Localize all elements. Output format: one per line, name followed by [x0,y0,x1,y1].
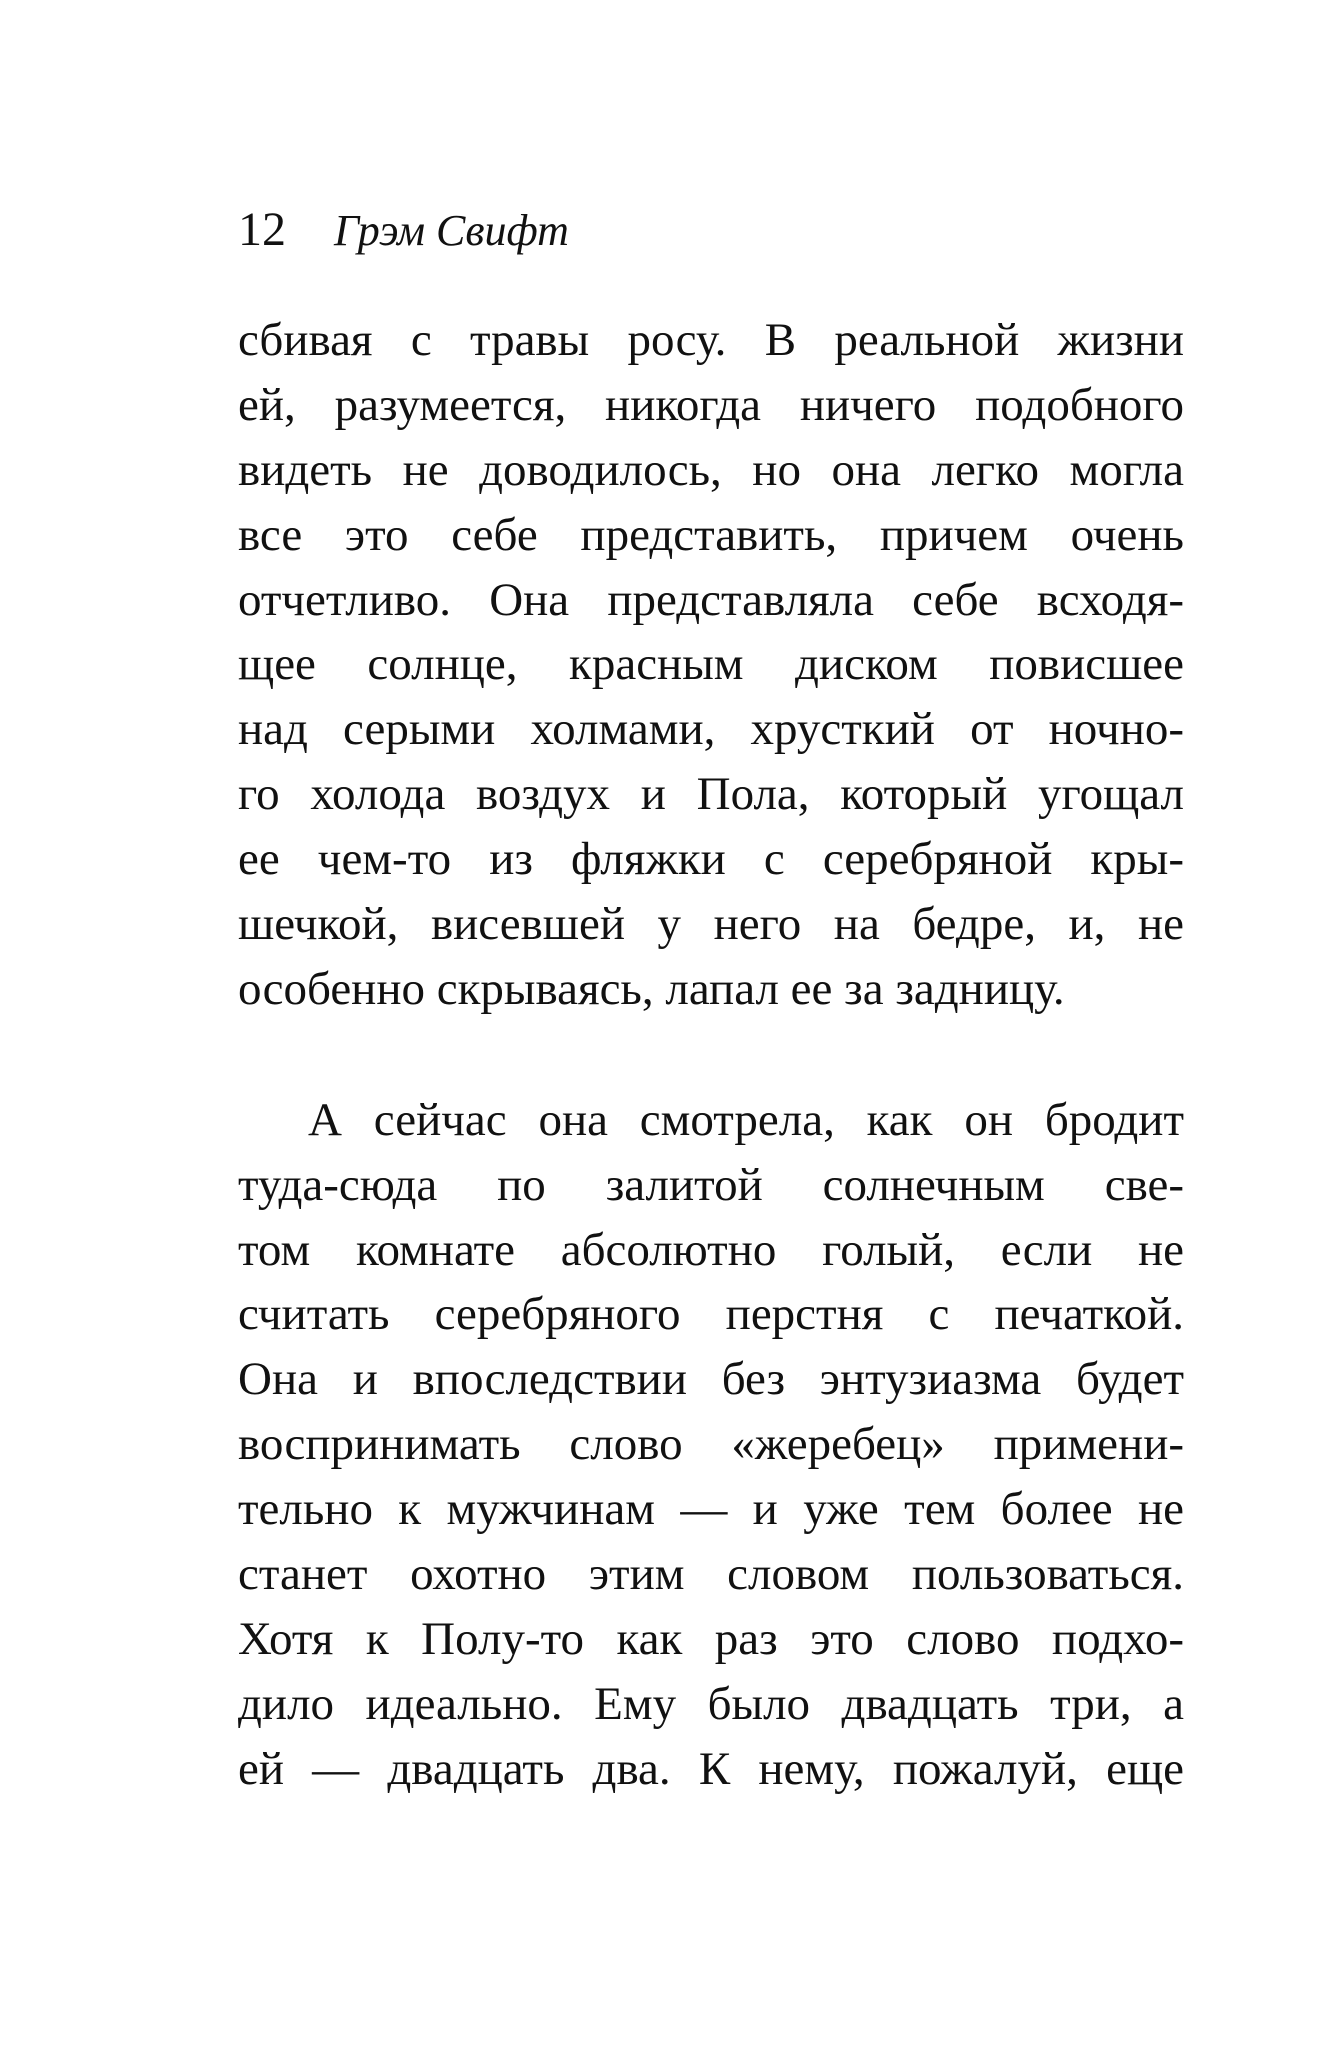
text-line: все это себе представить, причем очень [238,508,1184,561]
text-line: ее чем-то из фляжки с серебряной кры- [238,833,1184,886]
text-line: шечкой, висевшей у него на бедре, и, не [238,898,1184,951]
text-line: над серыми холмами, хрусткий от ночно- [238,703,1184,756]
text-line: считать серебряного перстня с печаткой. [238,1288,1184,1341]
text-line: станет охотно этим словом пользоваться. [238,1548,1184,1601]
text-line: го холода воздух и Пола, который угощал [238,768,1184,821]
text-line: дило идеально. Ему было двадцать три, а [238,1677,1184,1730]
text-line: щее солнце, красным диском повисшее [238,638,1184,691]
text-line: видеть не доводилось, но она легко могла [238,443,1184,496]
text-line: тельно к мужчинам — и уже тем более не [238,1483,1184,1536]
text-line: ей, разумеется, никогда ничего подобного [238,378,1184,431]
author-name: Грэм Свифт [334,206,569,255]
text-line: ей — двадцать два. К нему, пожалуй, еще [238,1742,1184,1795]
text-line: Хотя к Полу-то как раз это слово подхо- [238,1612,1184,1665]
text-line: воспринимать слово «жеребец» примени- [238,1418,1184,1471]
text-line: отчетливо. Она представляла себе всходя- [238,573,1184,626]
text-line: том комнате абсолютно голый, если не [238,1223,1184,1276]
page-number: 12 [238,203,286,256]
text-line: А сейчас она смотрела, как он бродит [308,1093,1184,1146]
text-line: Она и впоследствии без энтузиазма будет [238,1353,1184,1406]
text-line: особенно скрываясь, лапал ее за задницу. [238,962,1065,1015]
paragraph-gap [238,1022,1184,1088]
paragraph-2 [238,1088,1184,1802]
running-head [238,200,569,260]
text-line: туда-сюда по залитой солнечным све- [238,1158,1184,1211]
paragraph-1 [238,308,1184,1022]
body-text [238,308,1184,1802]
text-line: сбивая с травы росу. В реальной жизни [238,314,1184,366]
